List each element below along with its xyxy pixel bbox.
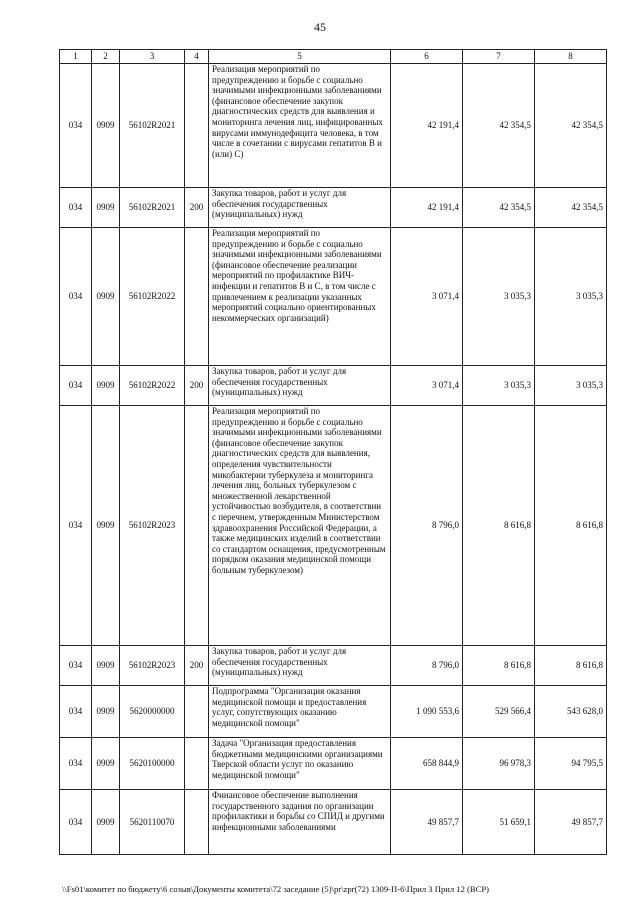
cell-ministry: 034 bbox=[60, 790, 92, 855]
header-cell-section: 2 bbox=[92, 50, 120, 64]
cell-target: 56102R2021 bbox=[120, 188, 185, 228]
cell-year2: 529 566,4 bbox=[463, 686, 535, 738]
cell-name: Подпрограмма "Организация оказания медицинской помощи и предоставления услуг, сопутствующих оказанию медицинской помощи" bbox=[209, 686, 391, 738]
cell-year1: 42 191,4 bbox=[391, 64, 463, 188]
footer-file-path: \\Fs01\комитет по бюджету\6 созыв\Документы комитета\72 заседание (5)\pr\zpr(72) 1309-П-6\Прил 3 Прил 12 (ВСР) bbox=[62, 884, 489, 894]
cell-ministry: 034 bbox=[60, 686, 92, 738]
cell-expense-type: 200 bbox=[185, 188, 209, 228]
header-cell-ministry: 1 bbox=[60, 50, 92, 64]
cell-expense-type bbox=[185, 64, 209, 188]
table-row bbox=[60, 738, 607, 790]
table-row bbox=[60, 366, 607, 406]
cell-year2: 51 659,1 bbox=[463, 790, 535, 855]
cell-name: Реализация мероприятий по предупреждению и борьбе с социально значимыми инфекционными заболеваниями (финансовое обеспечение закупок диагностических средств для выявления, определения чувствительности микобактерии туберкулеза и мониторинга лечения лиц, больных туберкулезом с множественной лекарственной устойчивостью возбудителя, в соответствии с перечнем, утвержденным Министерством здравоохранения Российской Федерации, а также медицинских изделий в соответствии со стандартом оснащения, предусмотренным порядком оказания медицинской помощи больным туберкулезом) bbox=[209, 406, 391, 646]
cell-year1: 658 844,9 bbox=[391, 738, 463, 790]
cell-year3: 543 628,0 bbox=[535, 686, 607, 738]
cell-year2: 3 035,3 bbox=[463, 228, 535, 366]
cell-expense-type bbox=[185, 738, 209, 790]
table-row bbox=[60, 228, 607, 366]
cell-ministry: 034 bbox=[60, 64, 92, 188]
cell-name: Закупка товаров, работ и услуг для обеспечения государственных (муниципальных) нужд bbox=[209, 646, 391, 686]
cell-year1: 3 071,4 bbox=[391, 228, 463, 366]
cell-section: 0909 bbox=[92, 64, 120, 188]
cell-section: 0909 bbox=[92, 790, 120, 855]
cell-year3: 94 795,5 bbox=[535, 738, 607, 790]
cell-section: 0909 bbox=[92, 646, 120, 686]
cell-year3: 3 035,3 bbox=[535, 366, 607, 406]
cell-year1: 49 857,7 bbox=[391, 790, 463, 855]
cell-target: 56102R2022 bbox=[120, 366, 185, 406]
cell-section: 0909 bbox=[92, 738, 120, 790]
cell-expense-type: 200 bbox=[185, 366, 209, 406]
cell-ministry: 034 bbox=[60, 738, 92, 790]
cell-section: 0909 bbox=[92, 366, 120, 406]
cell-target: 5620100000 bbox=[120, 738, 185, 790]
table-row bbox=[60, 64, 607, 188]
cell-name: Закупка товаров, работ и услуг для обеспечения государственных (муниципальных) нужд bbox=[209, 188, 391, 228]
cell-ministry: 034 bbox=[60, 366, 92, 406]
header-cell-year1: 6 bbox=[391, 50, 463, 64]
cell-name: Финансовое обеспечение выполнения государственного задания по организации профилактики и борьбы со СПИД и другими инфекционными заболеваниями bbox=[209, 790, 391, 855]
cell-year2: 8 616,8 bbox=[463, 646, 535, 686]
cell-expense-type bbox=[185, 790, 209, 855]
cell-ministry: 034 bbox=[60, 646, 92, 686]
header-cell-year2: 7 bbox=[463, 50, 535, 64]
cell-name: Реализация мероприятий по предупреждению и борьбе с социально значимыми инфекционными заболеваниями (финансовое обеспечение реализации мероприятий по профилактике ВИЧ-инфекции и гепатитов В и С, в том числе с привлечением к реализации указанных мероприятий социально ориентированных некоммерческих организаций) bbox=[209, 228, 391, 366]
header-cell-expense-type: 4 bbox=[185, 50, 209, 64]
table-header-row bbox=[60, 50, 607, 64]
cell-year1: 8 796,0 bbox=[391, 646, 463, 686]
cell-target: 56102R2022 bbox=[120, 228, 185, 366]
table-row bbox=[60, 406, 607, 646]
cell-expense-type bbox=[185, 228, 209, 366]
cell-year2: 3 035,3 bbox=[463, 366, 535, 406]
cell-section: 0909 bbox=[92, 228, 120, 366]
cell-year2: 42 354,5 bbox=[463, 64, 535, 188]
cell-year3: 42 354,5 bbox=[535, 188, 607, 228]
page-number: 45 bbox=[314, 20, 326, 34]
cell-target: 56102R2023 bbox=[120, 406, 185, 646]
cell-section: 0909 bbox=[92, 188, 120, 228]
cell-expense-type bbox=[185, 406, 209, 646]
cell-target: 5620000000 bbox=[120, 686, 185, 738]
cell-year1: 8 796,0 bbox=[391, 406, 463, 646]
cell-expense-type: 200 bbox=[185, 646, 209, 686]
cell-section: 0909 bbox=[92, 406, 120, 646]
cell-target: 56102R2021 bbox=[120, 64, 185, 188]
cell-year2: 42 354,5 bbox=[463, 188, 535, 228]
cell-year2: 8 616,8 bbox=[463, 406, 535, 646]
budget-table bbox=[59, 49, 607, 855]
cell-target: 5620110070 bbox=[120, 790, 185, 855]
table-row bbox=[60, 188, 607, 228]
cell-year3: 49 857,7 bbox=[535, 790, 607, 855]
cell-name: Закупка товаров, работ и услуг для обеспечения государственных (муниципальных) нужд bbox=[209, 366, 391, 406]
header-cell-year3: 8 bbox=[535, 50, 607, 64]
cell-ministry: 034 bbox=[60, 406, 92, 646]
cell-ministry: 034 bbox=[60, 188, 92, 228]
cell-section: 0909 bbox=[92, 686, 120, 738]
cell-target: 56102R2023 bbox=[120, 646, 185, 686]
cell-year1: 1 090 553,6 bbox=[391, 686, 463, 738]
cell-year1: 3 071,4 bbox=[391, 366, 463, 406]
cell-year3: 42 354,5 bbox=[535, 64, 607, 188]
header-cell-name: 5 bbox=[209, 50, 391, 64]
table-row bbox=[60, 790, 607, 855]
cell-year1: 42 191,4 bbox=[391, 188, 463, 228]
table-row bbox=[60, 686, 607, 738]
cell-year3: 8 616,8 bbox=[535, 406, 607, 646]
cell-ministry: 034 bbox=[60, 228, 92, 366]
cell-expense-type bbox=[185, 686, 209, 738]
cell-name: Задача "Организация предоставления бюджетными медицинскими организациями Тверской области услуг по оказанию медицинской помощи" bbox=[209, 738, 391, 790]
cell-year2: 96 978,3 bbox=[463, 738, 535, 790]
header-cell-target: 3 bbox=[120, 50, 185, 64]
cell-year3: 8 616,8 bbox=[535, 646, 607, 686]
cell-name: Реализация мероприятий по предупреждению и борьбе с социально значимыми инфекционными заболеваниями (финансовое обеспечение закупок диагностических средств для выявления и мониторинга лечения лиц, инфицированных вирусами иммунодефицита человека, в том числе в сочетании с вирусами гепатитов В и (или) С) bbox=[209, 64, 391, 188]
cell-year3: 3 035,3 bbox=[535, 228, 607, 366]
table-row bbox=[60, 646, 607, 686]
